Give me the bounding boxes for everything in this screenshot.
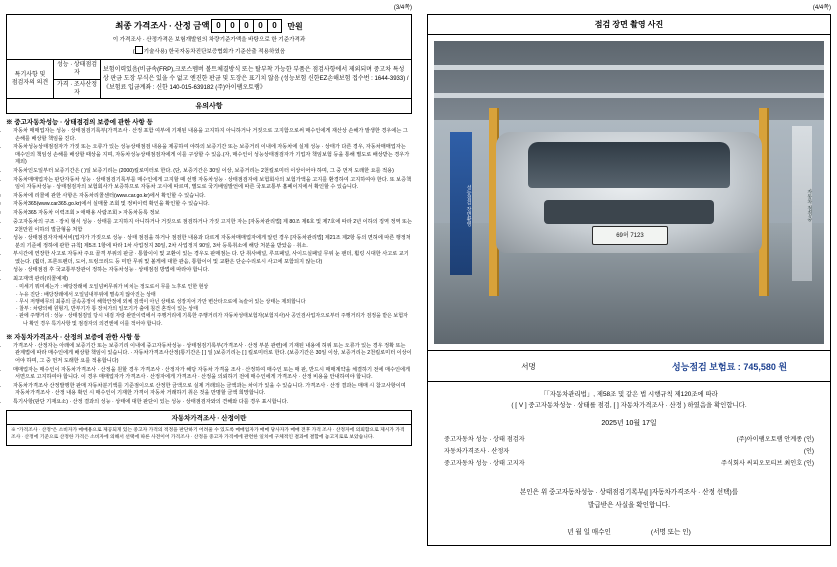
- amount-digit: 0: [225, 19, 240, 33]
- left-page-number: (3/4쪽): [393, 5, 412, 11]
- notice-item: 성능 · 상태점검 후 국교통부장관이 정하는 자동차성능 · 상태점검 방법에 따라야 합니다.: [13, 267, 210, 274]
- amount-digit: 0: [267, 19, 282, 33]
- note2-suffix: ) 한국자동차진단보증협회가 기준산출 적용하였음: [165, 49, 286, 56]
- notice-item: 성능 · 상태점검자자체서비(업자가 가짓으로 성능 · 상태 점검을 하거나 점검한 내용과 다르게 자동차매매업자에게 알린 경우 [자동차관리법] 제21조 제2항 동의 면허에 따른 행정처분의 기준에 정하에 관한 규칙] 제5조 1항에 따라 1차 사업정지 30일, 2차 사업정지 90일, 3차 등록취소에 해당 처분을 받았음 · 취소.: [13, 235, 411, 249]
- photo-banner-right: 자동차 점검 중: [792, 126, 812, 282]
- price-note-2: [9, 45, 409, 57]
- amount-digit: 0: [239, 19, 254, 33]
- notice-item: 자동차가격조사 산정발행한 판매 자동차분기액를 기준점이으로 산정한 금액으로 실제 거래되는 금액과는 차이가 있을 수 있습니다. 가격조사 · 산정 결과는 매매 시 참고사항이며 자동차가격조사 · 산정 내용 확인 시 매수인이 기재한 가격이 자동차 거래하기 취은 것을 만명할 금액 희망합니다.: [13, 382, 406, 397]
- right-page: [420, 0, 837, 567]
- insurance-fee: [629, 360, 830, 373]
- price-title: 최종 가격조사 · 산정 금액: [115, 20, 210, 31]
- signatory-row: [438, 434, 820, 446]
- amount-digit: 0: [253, 19, 268, 33]
- notice-item: 자동차인도일부터 보증기간은 ( )일 보증기리는 (2000)킬로미터로 한다. (단, 보증기간은 30일 이상, 보증거리는 2천킬로미터 이상이어야 하며, 그 중 먼저 도래한 요를 적용): [13, 168, 394, 174]
- buyer-date-label: 년 월 일 매수인: [567, 529, 611, 537]
- opinion-body: 보험이력있음(비금속(FRP),크로스멤버 볼트체결방식 또는 탈부착 가능한 부품은 점검사항에서 제외되며 중고차 특성상 판금 도장 부식은 있을 수 없고 엔진한 판금 및 도장은 표기치 않음 (성능보험 신한EZ손해보험 접수번 : 1644-3933) / 《보험료 입금계좌 : 신한 140-015-639182 (주)아이팸오토램》: [101, 59, 412, 99]
- signature-row: [427, 351, 831, 382]
- price-header-table: [6, 14, 412, 59]
- photo-license-plate: 69허 7123: [592, 226, 668, 245]
- left-page: [0, 0, 418, 567]
- notice-subitem: · 찰부 : 차량의해 원형기, 반부기가 통 장치가의 일모기가 출에 침건 혼적이 있는 상태: [16, 306, 198, 313]
- section1-list: [6, 128, 412, 217]
- definition-box: [6, 410, 412, 446]
- buyer-signature-label: (서명 또는 인): [650, 529, 691, 537]
- notice-subitem: · 판에 주행거리 : 성능 · 상태점검일 당시 내검 자랑 완만이력에서 주행거리에 기록한 주행거리가 자동차성태보험자(보험지사)사 공인검사업자으로부터 주행거리가 검정을 받은 보험자나 확인 경우 특기사항 및 점검자의 의견엔에 이를 적어야 합니다.: [16, 313, 408, 327]
- section2-title: ※ 자동차가격조사 · 산정의 보증에 관한 사항 등: [6, 333, 141, 341]
- right-page-number: (4/4쪽): [812, 5, 831, 11]
- notice-header: 유의사항: [6, 99, 412, 114]
- issue-date: 2025년 10월 17일: [601, 419, 657, 427]
- inspection-photo: [434, 41, 824, 344]
- buyer-confirmation: [438, 486, 820, 540]
- photo-windshield: [528, 142, 730, 188]
- amount-unit: 만원: [287, 21, 303, 31]
- confirm-line-2: 발급받은 사실을 확인합니다.: [588, 501, 670, 509]
- section2-list: [6, 343, 412, 406]
- notice-item: 자동차매매업자는 판단자동차 성능 · 상태점검기록부를 매수인에게 고지할 때 선행 자동차성능 · 상태점검자에 보험회사의 보험가액을 고지를 환경하여 고지하여야 한다. 또 보증책임이 자동차성능 · 상태점검자의 보험회사가 보증하므로 자동차 고시에 따르며, 별도로 국기배임발언에 따른 국토교통부 홈페이지에서 확인할 수 있습니다.: [13, 176, 412, 191]
- notice-item: 특기사항(판단 기재요소) · 산정 결과의 성능 · 상태에 대한 판단이 있는 성능 · 상태점검자와의 견해와 다를 경우 표시합니다.: [13, 398, 289, 405]
- notice-item: 중고자동차의 구조 · 장치 형식 성능 · 상태를 고지하지 아니하거나 거짓으로 점검하거나 가짓 고지한 자는 [자동차관리법] 제 80조 제6호 및 제7호에 따라 2년 이하의 징역 정역 또는 2천만원 이하의 벌금형을 처함: [13, 219, 412, 233]
- signatory-value: (인): [803, 448, 814, 456]
- notice-item: 자동차365 자동차 이력조회 > 애매용 사람조회 > 자동차등록 정보: [13, 209, 160, 216]
- photo-beam: [434, 93, 824, 98]
- checkbox-tech-used[interactable]: [132, 46, 143, 56]
- notice-subitem: · 누유 진단 : 배당장래에서 오일넘내부위에 멸속지 않아진는 상태: [16, 291, 156, 298]
- amount-boxes: [212, 19, 282, 33]
- price-assessor-label: 가격 · 조사산정자: [54, 79, 101, 99]
- signatory-value: 주식회사 씨피오모티브 최인호 (인): [721, 459, 814, 467]
- notice-item: 자동차365(www.car365.go.kr)에서 실매물 조회 및 정비이력 확인을 확인할 수 있습니다.: [13, 201, 210, 208]
- price-note-1: 이 가격조사 · 산정가격은 보험개발원의 차량기준가액을 바탕으로 한 기준가격과: [112, 37, 306, 43]
- signatory-label: 중고자동차 성능 · 상태 점검자: [444, 436, 525, 444]
- note2-check-label: 기술사용: [143, 49, 166, 56]
- photo-beam: [434, 65, 824, 70]
- signatory-value: (주)아이팸오토램 안계종 (인): [736, 436, 814, 444]
- section1-sub-list: [6, 219, 412, 283]
- legal-head-line2: ( [ V ] 중고자동차성능 · 상태를 점검, [ ] 자동차가격조사 · 산정 ) 하였음을 확인합니다.: [511, 401, 747, 409]
- notice-item: 가격조사 · 산정자는 아래에 보증기간 또는 보증기리 이내에 중고자동차성능 · 상태점검기록부(가격조사 · 산정 부분 관련)에 기재된 내용에 허위 또는 오류가 있는 경우 정확 또는 관계법에 따라 매수인에게 배상할 책임이 있습니다. · 자동차가격조사산정(통기간은 [ ] 일 )보증기리는 [ ] 킬로미터로 한다. (보증기간은 30일 이상, 보증거리는 2천킬로미터 이상이어야 하며, 그 중 먼저 도래한 요를 적용합니다): [13, 342, 412, 364]
- legal-head: [438, 390, 820, 412]
- notice-item: 자동차 매매업자는 성능 · 상태점검기록부(가격조사 · 산정 포함 여부에 기재된 내용을 고지하지 아니하거나 거짓으로 고지함으로써 매수인에게 재산상 손해가 발생한 경우에는 그 손해를 배상할 책임을 진다.: [13, 128, 408, 142]
- price-title-row: [9, 16, 409, 35]
- notice-item: 최고재액 관리(리콜예제): [13, 275, 69, 282]
- opinion-row-label: 특기사항 및 점검자의 의견: [7, 59, 54, 99]
- definition-body: ※ "가격조사 · 산정"은 소비자가 매매용으로 제공되게 있는 중고자 가격의 적정을 판단하기 어려울 수 있도록 매매업자가 매매 당사자가 매매 전후 가격 조사 · 산정자에 의뢰함으로 제시가 가격조사 · 산정에 기준으로 산정한 가격은 소비자에 의해서 선택에 따른 사전이어 가격조사 · 산정을 중고자 가격에에 관련한 일치에 구체적인 결과에 결합에 놓고지로로 보았습니다.: [11, 428, 405, 441]
- section1-title: ※ 중고자동차성능 · 상태점검의 보증에 관한 사항 등: [6, 119, 153, 127]
- photo-vehicle: [496, 132, 761, 253]
- signatory-label: 자동차가격조사 · 산정자: [444, 448, 510, 456]
- note2-prefix: (: [132, 49, 135, 56]
- notice-item: 매매업자는 매수인이 자동차가격조사 · 산정을 원할 경우 가격조사 · 산정자가 해당 자동차 가격을 조사 · 산정하여 매수인 또는 매 판, 반드시 매매계약을 체결하기 전에 매수인에게 서면으로 고지하여야 합니다. 이 경우 매매업자가 가격조사 · 산정자에게 가격조사 · 산정을 의뢰하기 전에 매수인에게 가격조사 · 산정 비용을 안내하여야 합니다.: [13, 366, 411, 381]
- section1-sub2-list: [6, 284, 412, 328]
- insurance-fee-label: 성능점검 보험료 :: [671, 361, 741, 372]
- legal-head-line1: 「「자동차관리법」, 제58조 및 같은 법 시행규칙 제120조에 따라: [540, 391, 718, 398]
- photo-section-title: 점검 장면 촬영 사진: [427, 14, 831, 35]
- notice-subitem: · 무시 저행에무의 최종의 금속공정이 해학안정에 외체 검색이 아닌 상태로 성장지어 가만 변산타으로에 녹슬어 있는 상태는 제외합니다: [16, 298, 306, 305]
- signatory-row: [438, 446, 820, 458]
- photo-grille: [544, 200, 714, 224]
- notice-subitem: · 미세기 뭐미세는가 : 배당장래에 오일넘버무위가 비치는 정도로서 무를 노후로 인한 현상: [16, 284, 209, 291]
- legal-confirmation-box: [427, 382, 831, 546]
- amount-digit: 0: [211, 19, 226, 33]
- confirm-line-1: 본인은 위 중고자동차성능 · 상태점검기록부([ ]자동차가격조사 · 산정 선택)를: [519, 488, 739, 496]
- signatory-row: [438, 458, 820, 470]
- signature-label: 서명: [521, 361, 536, 371]
- notice-item: 자동차에 리콜에 관한 사항은 자동차리콜센터(www.car.go.kr)에서 확인할 수 있습니다.: [13, 192, 206, 199]
- notice-item: 자동차성능상태점검자가 가짓 또는 오류가 있는 성능상태점검 내용을 제공하여 야하의 보증기간 또는 보증거리 이내에 자동차에 실제 성능 · 상태가 다른 경우, 자동차매매업자는 매수인의 책임성 손해를 배상할 때상을 지며, 자동차성능상태점검자에게 이를 구상할 수 있음.(자, 매수인이 성능상태점검자가 기업자 책임보험 등을 통해 별도로 배상받는 경우가 제외): [13, 144, 410, 166]
- photo-frame: [427, 35, 831, 351]
- inspector-label: 성능 · 상태점검자: [54, 59, 101, 79]
- insurance-fee-amount: 745,580 원: [743, 361, 788, 372]
- buyer-sign-row: [438, 526, 820, 539]
- opinion-table: [6, 59, 412, 100]
- photo-banner-left: 성능점검 장면촬영: [450, 132, 472, 275]
- definition-title: 자동차가격조사 · 산정이란: [7, 411, 411, 425]
- notice-item: 부시간에 연장한 사고로 자동차 주요 골격 부위의 판금 · 통합이이 및 교환이 있는 경우도 판매점는 다. 단 취사배널, 루프패널, 사이드실패널 무위 눈 팬더, 휠링 시대한 사고로 교기였는다. (휠더, 프론트펜더, 도어, 트렁크리드 등 미만 무위 및 볼게에 대한 관음, 통합이이 및 교환은 단순수리로시 사고에 포함되지 않는다): [13, 251, 409, 265]
- signatory-label: 중고자동차 성능 · 상태 고지자: [444, 459, 525, 467]
